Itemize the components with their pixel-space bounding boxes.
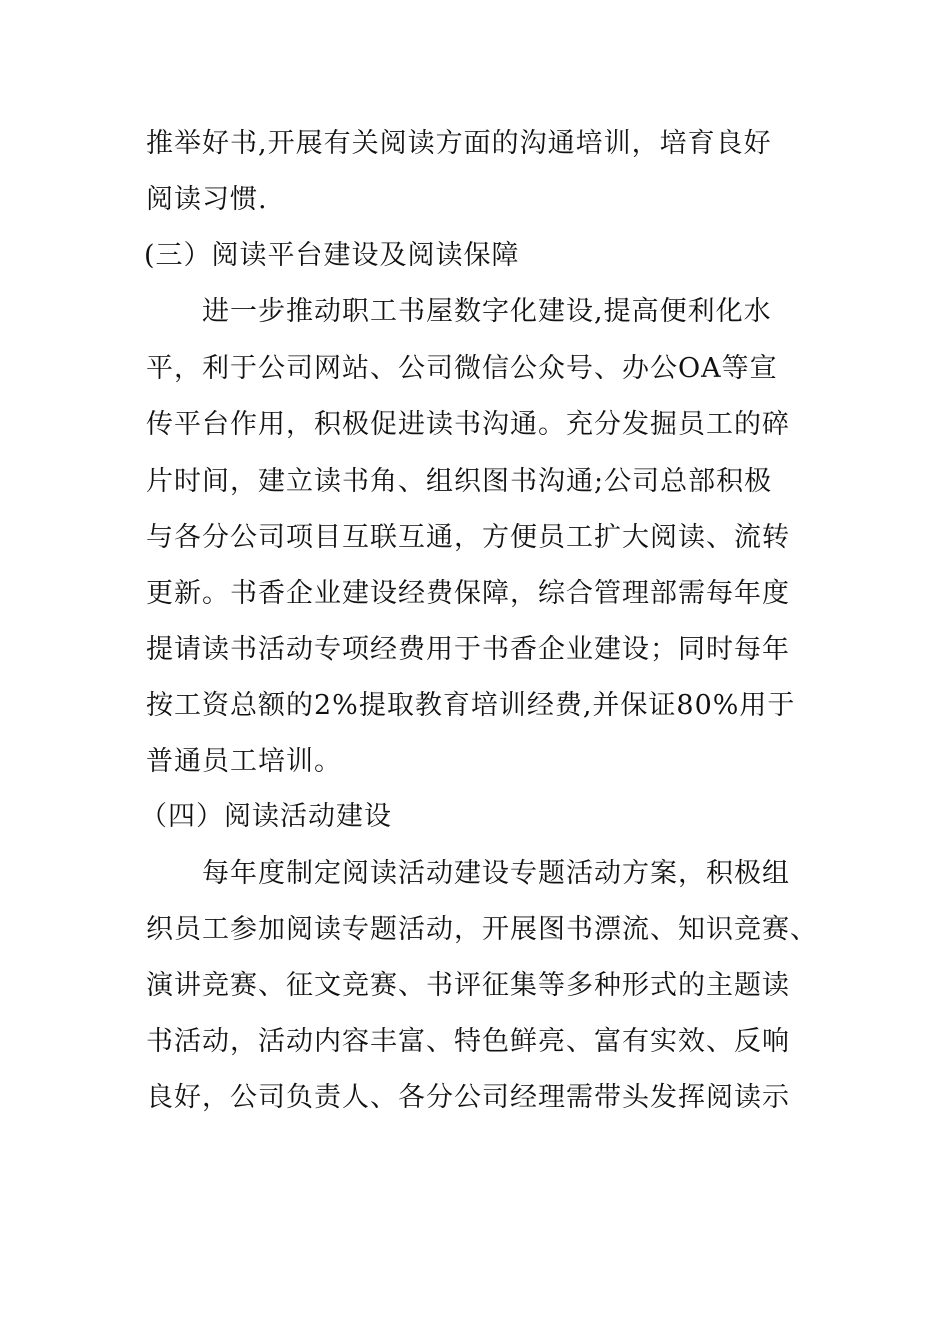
paragraph-line: 传平台作用，积极促进读书沟通。充分发掘员工的碎 <box>146 409 790 440</box>
paragraph-line: 平，利于公司网站、公司微信公众号、办公OA等宣 <box>146 353 778 384</box>
paragraph-line: 进一步推动职工书屋数字化建设,提高便利化水 <box>202 296 772 327</box>
paragraph-line: 提请读书活动专项经费用于书香企业建设；同时每年 <box>146 634 790 665</box>
paragraph-line: 与各分公司项目互联互通，方便员工扩大阅读、流转 <box>146 522 790 553</box>
paragraph-line: 良好，公司负责人、各分公司经理需带头发挥阅读示 <box>146 1082 790 1113</box>
paragraph-line: 演讲竞赛、征文竞赛、书评征集等多种形式的主题读 <box>146 970 790 1001</box>
paragraph-line: 书活动，活动内容丰富、特色鲜亮、富有实效、反响 <box>146 1026 790 1057</box>
paragraph-line: 织员工参加阅读专题活动，开展图书漂流、知识竞赛、 <box>146 914 818 945</box>
paragraph-line: 阅读习惯. <box>146 184 268 215</box>
section-heading-4: （四）阅读活动建设 <box>140 801 392 832</box>
paragraph-line: 普通员工培训。 <box>146 746 342 777</box>
paragraph-line: 按工资总额的2%提取教育培训经费,并保证80%用于 <box>146 690 796 721</box>
section-heading-3: (三）阅读平台建设及阅读保障 <box>144 240 520 271</box>
paragraph-line: 片时间，建立读书角、组织图书沟通;公司总部积极 <box>146 466 773 497</box>
paragraph-line: 更新。书香企业建设经费保障，综合管理部需每年度 <box>146 578 790 609</box>
paragraph-line: 每年度制定阅读活动建设专题活动方案，积极组 <box>202 858 790 889</box>
paragraph-line: 推举好书,开展有关阅读方面的沟通培训，培育良好 <box>146 128 772 159</box>
